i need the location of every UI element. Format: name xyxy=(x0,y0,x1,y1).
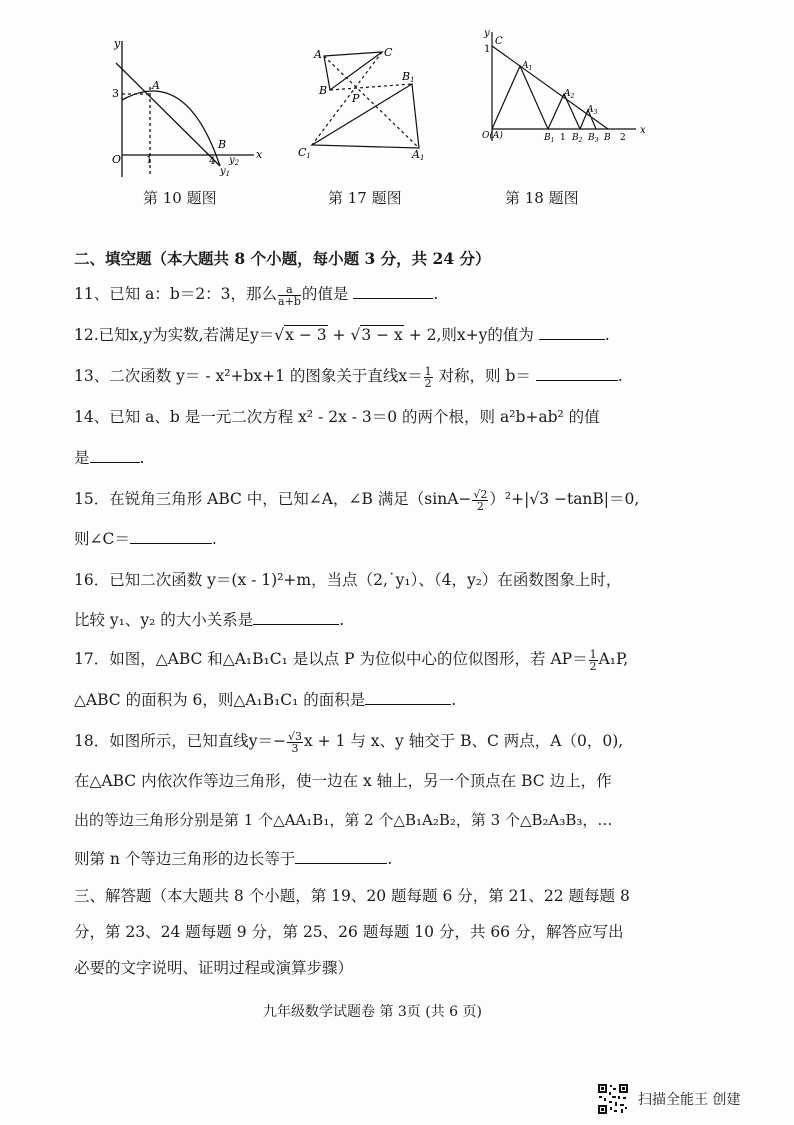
dashed-c-c1 xyxy=(312,52,382,145)
label-B3: $B_3$ xyxy=(588,133,599,144)
label-o: O xyxy=(112,153,122,166)
label-B: B xyxy=(319,84,328,97)
answer-blank-15[interactable] xyxy=(130,529,212,544)
question-18-line2: 在△ABC 内依次作等边三角形，使一边在 x 轴上，另一个顶点在 BC 边上，作 xyxy=(74,772,612,790)
label-C: C xyxy=(495,36,503,47)
question-14-line1: 14、已知 a、b 是一元二次方程 x² - 2x - 3＝0 的两个根，则 a²b+ab² 的值 xyxy=(74,408,600,426)
label-oa: O(A) xyxy=(482,131,503,141)
answer-blank-11[interactable] xyxy=(353,284,433,299)
label-C1: C1 xyxy=(298,146,311,160)
section3-line2: 分，第 23、24 题每题 9 分，第 25、26 题每题 10 分，共 66 分，解答应写出 xyxy=(74,923,624,941)
line-y1 xyxy=(116,63,220,166)
triangle-2 xyxy=(548,94,580,129)
label-A2: $A_2$ xyxy=(564,89,575,100)
triangle-1 xyxy=(492,66,548,129)
triangle-a1b1c1 xyxy=(312,84,419,148)
caption-fig18: 第 18 题图 xyxy=(505,189,579,207)
label-x: x xyxy=(256,148,263,161)
figure-17 xyxy=(294,40,439,170)
question-16-line2: 比较 y₁、y₂ 的大小关系是 . xyxy=(74,611,345,629)
question-15-line1: 15．在锐角三角形 ABC 中，已知∠A，∠B 满足（sinA− $\frac{√2}{2}$ ）²+|√3 −tanB|＝0, xyxy=(74,487,640,513)
label-C: C xyxy=(384,46,393,59)
label-a: A xyxy=(152,79,160,92)
brand-watermark: 扫描全能王 创建 xyxy=(638,1092,741,1108)
label-1x: 1 xyxy=(560,133,566,143)
label-y2: $y_2$ xyxy=(229,155,240,167)
section3-line3: 必要的文字说明、证明过程或演算步骤） xyxy=(74,959,354,977)
label-4: 4 xyxy=(209,156,216,167)
caption-fig17: 第 17 题图 xyxy=(328,189,402,207)
question-18-line4: 则第 n 个等边三角形的边长等于 . xyxy=(74,850,393,868)
label-A3: $A_3$ xyxy=(587,105,598,116)
answer-blank-16[interactable] xyxy=(253,610,339,625)
answer-blank-18[interactable] xyxy=(295,849,387,864)
question-18-line1: 18．如图所示，已知直线y＝− $\frac{√3}{3}$ x + 1 与 x、y 轴交于 B、C 两点，A（0，0), xyxy=(74,729,624,755)
label-y1: $y_1$ xyxy=(220,166,231,178)
label-B2: $B_2$ xyxy=(572,133,583,144)
answer-blank-13[interactable] xyxy=(536,366,618,381)
answer-blank-12[interactable] xyxy=(539,325,605,340)
question-17-line2: △ABC 的面积为 6，则△A₁B₁C₁ 的面积是 . xyxy=(74,691,457,709)
page-footer: 九年级数学试题卷 第 3页 (共 6 页) xyxy=(263,1004,482,1020)
dashed-b-b1 xyxy=(330,84,412,90)
label-x: x xyxy=(640,125,646,136)
label-P: P xyxy=(352,92,360,105)
label-2: 2 xyxy=(620,133,626,143)
label-3: 3 xyxy=(112,87,119,100)
question-15-line2: 则∠C＝ . xyxy=(74,530,217,548)
label-A1: A1 xyxy=(412,148,425,162)
answer-blank-14[interactable] xyxy=(90,448,140,463)
figure-10 xyxy=(96,35,266,185)
caption-fig10: 第 10 题图 xyxy=(143,189,217,207)
question-12: 12.已知x,y为实数,若满足y＝√x − 3 + √3 − x + 2,则x+y的值为 . xyxy=(74,326,610,344)
qr-code-icon xyxy=(597,1083,629,1115)
question-13: 13、二次函数 y＝ - x²+bx+1 的图象关于直线x＝ $\frac{1}{2}$ 对称，则 b＝ . xyxy=(74,364,623,390)
figure-18 xyxy=(478,26,653,161)
label-b: B xyxy=(218,138,227,151)
question-16-line1: 16．已知二次函数 y＝(x - 1)²+m，当点（2,˙y₁）、（4，y₂）在函数图象上时， xyxy=(74,571,622,589)
label-B1: B1 xyxy=(402,70,415,84)
section3-line1: 三、解答题（本大题共 8 个小题，第 19、20 题每题 6 分，第 21、22 题每题 8 xyxy=(74,887,630,905)
label-y: y xyxy=(114,37,121,50)
section2-heading: 二、填空题（本大题共 8 个小题，每小题 3 分，共 24 分） xyxy=(74,249,491,268)
question-18-line3: 出的等边三角形分别是第 1 个△AA₁B₁，第 2 个△B₁A₂B₂，第 3 个△B₂A₃B₃，… xyxy=(74,811,613,829)
label-y: y xyxy=(484,28,490,39)
label-1: 1 xyxy=(146,155,153,166)
question-14-line2: 是 . xyxy=(74,449,145,467)
label-A: A xyxy=(314,48,322,61)
question-11: 11、已知 a：b＝2：3，那么 $\frac{a}{a+b}$ 的值是 . xyxy=(74,282,439,308)
label-1: 1 xyxy=(484,44,491,55)
answer-blank-17[interactable] xyxy=(365,690,451,705)
label-B1: $B_1$ xyxy=(544,133,555,144)
question-17-line1: 17．如图，△ABC 和△A₁B₁C₁ 是以点 P 为位似中心的位似图形，若 AP＝ $\frac{1}{2}$ A₁P, xyxy=(74,647,629,673)
label-B: B xyxy=(604,133,611,143)
label-A1: $A_1$ xyxy=(522,61,533,72)
triangle-abc xyxy=(324,52,382,90)
